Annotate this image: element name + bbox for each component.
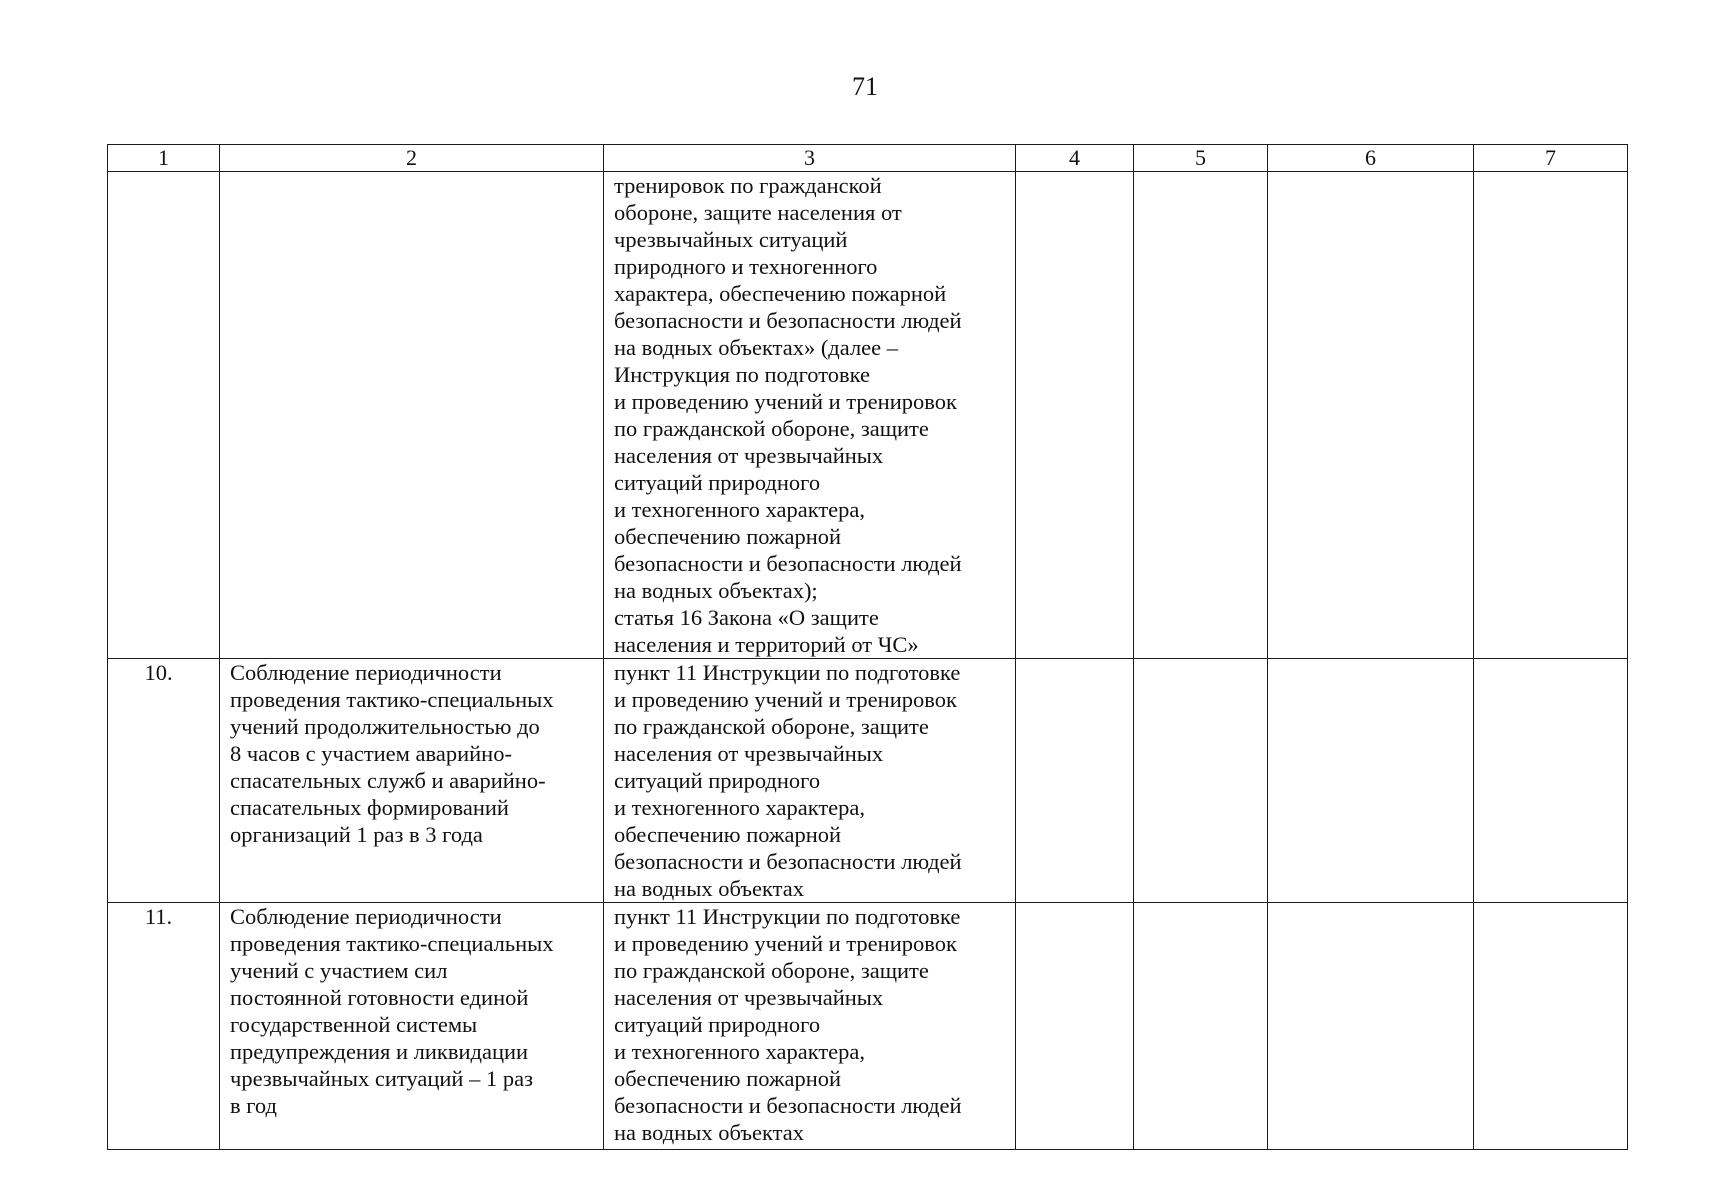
empty-cell-6	[1268, 903, 1474, 1150]
empty-cell-4	[1016, 903, 1134, 1150]
empty-cell-7	[1474, 659, 1628, 903]
empty-cell-5	[1134, 659, 1268, 903]
row-number-cell	[108, 903, 220, 1150]
row-number: 11.	[144, 904, 173, 929]
reference-text: пункт 11 Инструкции по подготовке и проведению учений и тренировок по гражданской обороне, защите населения от чрезвычайных ситуаций природного и техногенного характера, обеспечению пожарной безопасности и безопасности людей на водных объектах	[614, 904, 962, 1145]
reference-cell	[604, 903, 1016, 1150]
column-header-6: 6	[1268, 145, 1474, 172]
requirement-text: Соблюдение периодичности проведения тактико-специальных учений продолжительностью до 8 часов с участием аварийно- спасательных служб и аварийно- спасательных формирований организаций 1 раз в 3 года	[230, 660, 554, 847]
empty-cell-6	[1268, 172, 1474, 659]
column-header-5: 5	[1134, 145, 1268, 172]
column-header-1: 1	[108, 145, 220, 172]
row-number: 10.	[144, 660, 173, 685]
empty-cell-7	[1474, 903, 1628, 1150]
requirement-cell	[220, 903, 604, 1150]
empty-cell-5	[1134, 903, 1268, 1150]
empty-cell-6	[1268, 659, 1474, 903]
header-row	[108, 145, 1628, 172]
reference-cell	[604, 172, 1016, 659]
column-header-4: 4	[1016, 145, 1134, 172]
requirement-text: Соблюдение периодичности проведения тактико-специальных учений с участием сил постоянной готовности единой государственной системы предупреждения и ликвидации чрезвычайных ситуаций – 1 раз в год	[230, 904, 554, 1118]
empty-cell-4	[1016, 659, 1134, 903]
requirement-cell	[220, 172, 604, 659]
reference-text: пункт 11 Инструкции по подготовке и проведению учений и тренировок по гражданской обороне, защите населения от чрезвычайных ситуаций природного и техногенного характера, обеспечению пожарной безопасности и безопасности людей на водных объектах	[614, 660, 962, 901]
table-row-11	[108, 903, 1628, 1150]
reference-cell	[604, 659, 1016, 903]
page-number: 71	[852, 72, 878, 101]
empty-cell-5	[1134, 172, 1268, 659]
row-number-cell	[108, 172, 220, 659]
requirement-cell	[220, 659, 604, 903]
checklist-table	[107, 144, 1628, 1150]
row-number-cell	[108, 659, 220, 903]
column-header-3: 3	[604, 145, 1016, 172]
reference-text: тренировок по гражданской обороне, защите населения от чрезвычайных ситуаций природного и техногенного характера, обеспечению пожарной безопасности и безопасности людей на водных объектах» (далее – Инструкция по подготовке и проведению учений и тренировок по гражданской обороне, защите населения от чрезвычайных ситуаций природного и техногенного характера, обеспечению пожарной безопасности и безопасности людей на водных объектах); статья 16 Закона «О защите населения и территорий от ЧС»	[614, 173, 962, 657]
table-row-continued	[108, 172, 1628, 659]
empty-cell-7	[1474, 172, 1628, 659]
table-row-10	[108, 659, 1628, 903]
column-header-2: 2	[220, 145, 604, 172]
empty-cell-4	[1016, 172, 1134, 659]
column-header-7: 7	[1474, 145, 1628, 172]
